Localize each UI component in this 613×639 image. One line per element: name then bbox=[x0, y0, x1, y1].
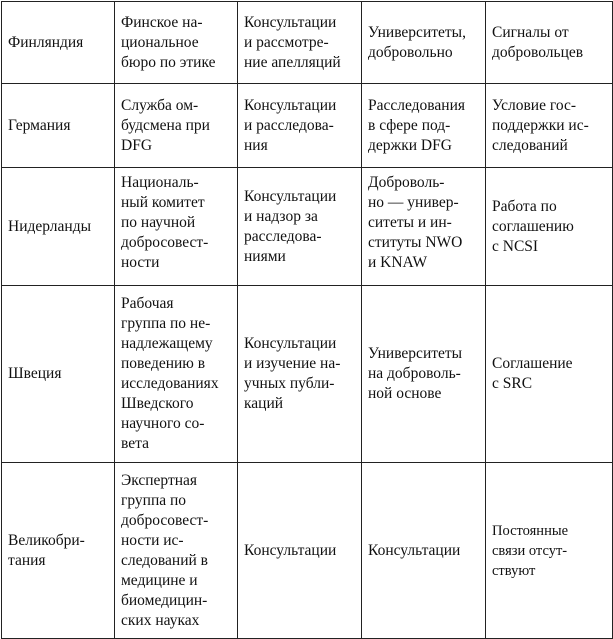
participation-cell: Расследования в сфере под- держки DFG bbox=[362, 84, 486, 168]
table-row-sweden bbox=[2, 286, 613, 463]
role-cell: Консультации и расследова- ния bbox=[238, 84, 362, 168]
body-cell: Служба ом- будсмена при DFG bbox=[115, 84, 238, 168]
signals-cell: Соглашение с SRC bbox=[486, 286, 613, 463]
participation-cell: Университеты на доброволь- ной основе bbox=[362, 286, 486, 463]
table-row-uk bbox=[2, 463, 613, 639]
role-cell: Консультации и надзор за расследова- ниями bbox=[238, 168, 362, 286]
country-cell: Великобри- тания bbox=[2, 463, 115, 639]
body-cell: Националь- ный комитет по научной добросовест- ности bbox=[115, 168, 238, 286]
country-cell: Германия bbox=[2, 84, 115, 168]
signals-cell: Работа по соглашению с NCSI bbox=[486, 168, 613, 286]
body-cell: Экспертная группа по добросовест- ности ис- следований в медицине и биомедицин- ских науках bbox=[115, 463, 238, 639]
table-row-germany bbox=[2, 84, 613, 168]
signals-cell: Постоянные связи отсут- ствуют bbox=[486, 463, 613, 639]
country-cell: Финляндия bbox=[2, 2, 115, 84]
country-cell: Нидерланды bbox=[2, 168, 115, 286]
country-cell: Швеция bbox=[2, 286, 115, 463]
table-row-netherlands bbox=[2, 168, 613, 286]
signals-cell: Сигналы от добровольцев bbox=[486, 2, 613, 84]
participation-cell: Доброволь- но — универ- ситеты и ин- ституты NWO и KNAW bbox=[362, 168, 486, 286]
participation-cell: Университеты, добровольно bbox=[362, 2, 486, 84]
signals-cell: Условие гос- поддержки ис- следований bbox=[486, 84, 613, 168]
body-cell: Рабочая группа по не- надлежащему поведению в исследованиях Шведского научного со- вета bbox=[115, 286, 238, 463]
comparison-table bbox=[1, 1, 613, 639]
role-cell: Консультации и изучение на- учных публи- каций bbox=[238, 286, 362, 463]
participation-cell: Консультации bbox=[362, 463, 486, 639]
role-cell: Консультации и рассмотре- ние апелляций bbox=[238, 2, 362, 84]
role-cell: Консультации bbox=[238, 463, 362, 639]
table-row-finland bbox=[2, 2, 613, 84]
body-cell: Финское на- циональное бюро по этике bbox=[115, 2, 238, 84]
